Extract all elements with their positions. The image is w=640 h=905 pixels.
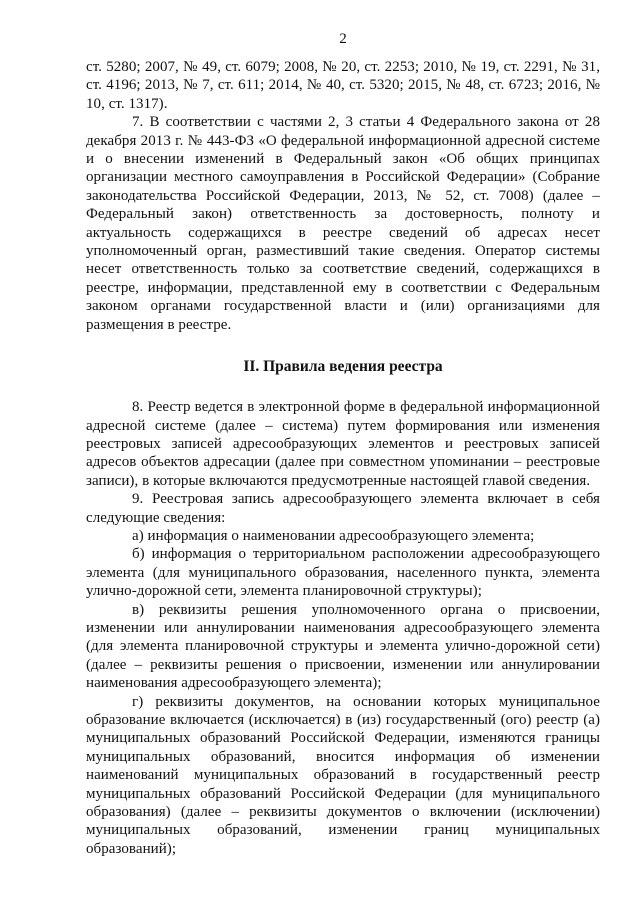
item-v: в) реквизиты решения уполномоченного органа о присвоении, изменении или аннулировании наименования адресообразующего элемента (для элемента планировочной структуры и элемента улично-дорожной сети) (далее – реквизиты решения о присвоении, изменении или аннулировании наименования адресообразующего элемента); bbox=[86, 601, 600, 692]
section-heading: II. Правила ведения реестра bbox=[243, 358, 443, 376]
paragraph-8: 8. Реестр ведется в электронной форме в федеральной информационной адресной системе (далее – система) путем формирования или изменения реестровых записей адресообразующих элементов и реестровых записей адресов объектов адресации (далее при совместном упоминании – реестровые записи), в которые включаются предусмотренные настоящей главой сведения. bbox=[86, 399, 600, 489]
page-number: 2 bbox=[339, 31, 347, 47]
item-b: б) информация о территориальном расположении адресообразующего элемента (для муниципального образования, населенного пункта, элемента улично-дорожной сети, элемента планировочной структуры); bbox=[86, 546, 600, 600]
paragraph-9: 9. Реестровая запись адресообразующего элемента включает в себя следующие сведения: bbox=[86, 491, 600, 526]
intro-continuation-paragraph: ст. 5280; 2007, № 49, ст. 6079; 2008, № 20, ст. 2253; 2010, № 19, ст. 2291, № 31, ст. 4196; 2013, № 7, ст. 611; 2014, № 40, ст. 5320; 2015, № 48, ст. 6723; 2016, № 10, ст. 1317). bbox=[86, 59, 600, 112]
item-g: г) реквизиты документов, на основании которых муниципальное образование включается (исключается) в (из) государственный (ого) реестр (а) муниципальных образований Российской Федерации, изменяются границы муниципальных образований, вносится информация об изменении наименований муниципальных образований в государственный реестр муниципальных образований Российской Федерации (для муниципального образования) (далее – реквизиты документов о включении (исключении) муниципальных образований, изменении границ муниципальных образований); bbox=[86, 693, 600, 857]
paragraph-7: 7. В соответствии с частями 2, 3 статьи 4 Федерального закона от 28 декабря 2013 г. № 443-ФЗ «О федеральной информационной адресной системе и о внесении изменений в Федеральный закон «Об общих принципах организации местного самоуправления в Российской Федерации» (Собрание законодательства Российской Федерации, 2013, № 52, ст. 7008) (далее – Федеральный закон) ответственность за достоверность, полноту и актуальность содержащихся в реестре сведений об адресах несет уполномоченный орган, разместивший такие сведения. Оператор системы несет ответственность только за соответствие сведений, содержащихся в реестре, информации, представленной ему в соответствии с Федеральным законом органами государственной власти и (или) организациями для размещения в реестре. bbox=[86, 114, 600, 333]
item-a: а) информация о наименовании адресообразующего элемента; bbox=[132, 527, 535, 544]
